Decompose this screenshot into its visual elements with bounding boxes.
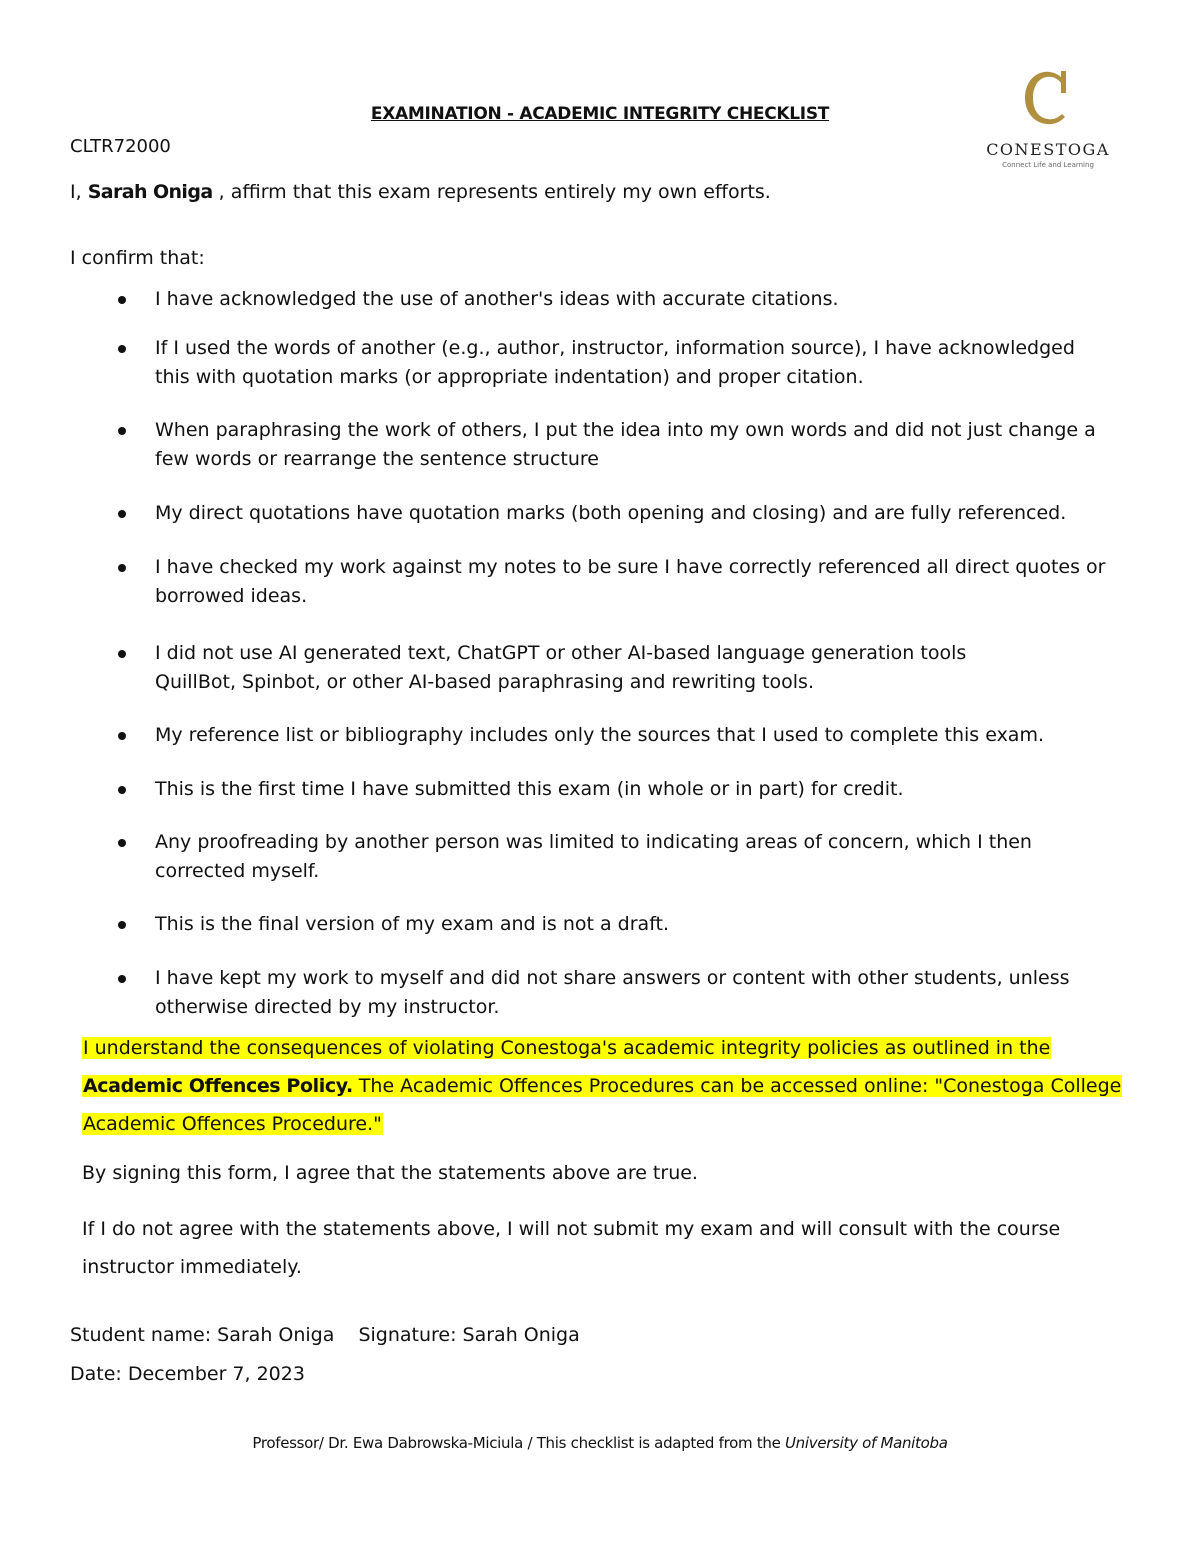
integrity-policy-notice [82, 1030, 1142, 1144]
checklist-item: I have acknowledged the use of another's ideas with accurate citations. [155, 285, 1140, 314]
signature-field: Signature: Sarah Oniga [358, 1324, 580, 1346]
logo-tagline: Connect Life and Learning [1002, 161, 1094, 169]
confirm-heading: I confirm that: [70, 247, 205, 269]
affirmation-statement [70, 181, 771, 203]
conestoga-c-icon [1020, 68, 1076, 130]
notice-line-1: I understand the consequences of violating Conestoga's academic integrity policies as outlined in the [83, 1037, 1051, 1059]
bullet-icon [118, 650, 126, 658]
notice-line-3: Academic Offences Procedure." [83, 1113, 382, 1135]
bullet-icon [118, 975, 126, 983]
policy-name: Academic Offences Policy. [83, 1075, 353, 1097]
conestoga-logo [982, 68, 1114, 178]
bullet-icon [118, 345, 126, 353]
bullet-icon [118, 921, 126, 929]
notice-line-2: The Academic Offences Procedures can be accessed online: "Conestoga College [352, 1075, 1122, 1097]
footer-source: University of Manitoba [784, 1434, 948, 1452]
logo-wordmark: CONESTOGA [986, 140, 1110, 159]
agreement-statement: By signing this form, I agree that the statements above are true. [82, 1162, 698, 1184]
date-field: Date: December 7, 2023 [70, 1363, 305, 1385]
course-code: CLTR72000 [70, 136, 171, 157]
bullet-icon [118, 786, 126, 794]
checklist-item: My reference list or bibliography includes only the sources that I used to complete this exam. [155, 721, 1140, 750]
footer-credit [0, 1434, 1200, 1452]
bullet-icon [118, 732, 126, 740]
document-title: EXAMINATION - ACADEMIC INTEGRITY CHECKLIST [370, 104, 830, 124]
student-name-bold: Sarah Oniga [87, 181, 213, 203]
affirmation-prefix: I, [70, 181, 82, 203]
checklist-item: This is the final version of my exam and is not a draft. [155, 910, 1140, 939]
checklist-item: I did not use AI generated text, ChatGPT or other AI-based language generation tools QuillBot, Spinbot, or other AI-based paraphrasing and rewriting tools. [155, 639, 1140, 697]
bullet-icon [118, 839, 126, 847]
bullet-icon [118, 564, 126, 572]
checklist-item: Any proofreading by another person was limited to indicating areas of concern, which I then corrected myself. [155, 828, 1140, 886]
checklist-item: I have checked my work against my notes to be sure I have correctly referenced all direct quotes or borrowed ideas. [155, 553, 1140, 611]
student-name-field: Student name: Sarah Oniga [70, 1324, 335, 1346]
student-info [70, 1324, 580, 1346]
bullet-icon [118, 296, 126, 304]
checklist-item: If I used the words of another (e.g., author, instructor, information source), I have acknowledged this with quotation marks (or appropriate indentation) and proper citation. [155, 334, 1140, 392]
checklist-item: I have kept my work to myself and did not share answers or content with other students, unless otherwise directed by my instructor. [155, 964, 1140, 1022]
affirmation-suffix: , affirm that this exam represents entirely my own efforts. [218, 181, 771, 203]
bullet-icon [118, 510, 126, 518]
checklist-item: This is the first time I have submitted this exam (in whole or in part) for credit. [155, 775, 1140, 804]
disagreement-statement: If I do not agree with the statements above, I will not submit my exam and will consult with the course instructor immediately. [82, 1218, 1061, 1278]
checklist-item: When paraphrasing the work of others, I put the idea into my own words and did not just change a few words or rearrange the sentence structure [155, 416, 1140, 474]
footer-text: Professor/ Dr. Ewa Dabrowska-Miciula / This checklist is adapted from the [252, 1434, 785, 1452]
bullet-icon [118, 427, 126, 435]
checklist-item: My direct quotations have quotation marks (both opening and closing) and are fully referenced. [155, 499, 1140, 528]
